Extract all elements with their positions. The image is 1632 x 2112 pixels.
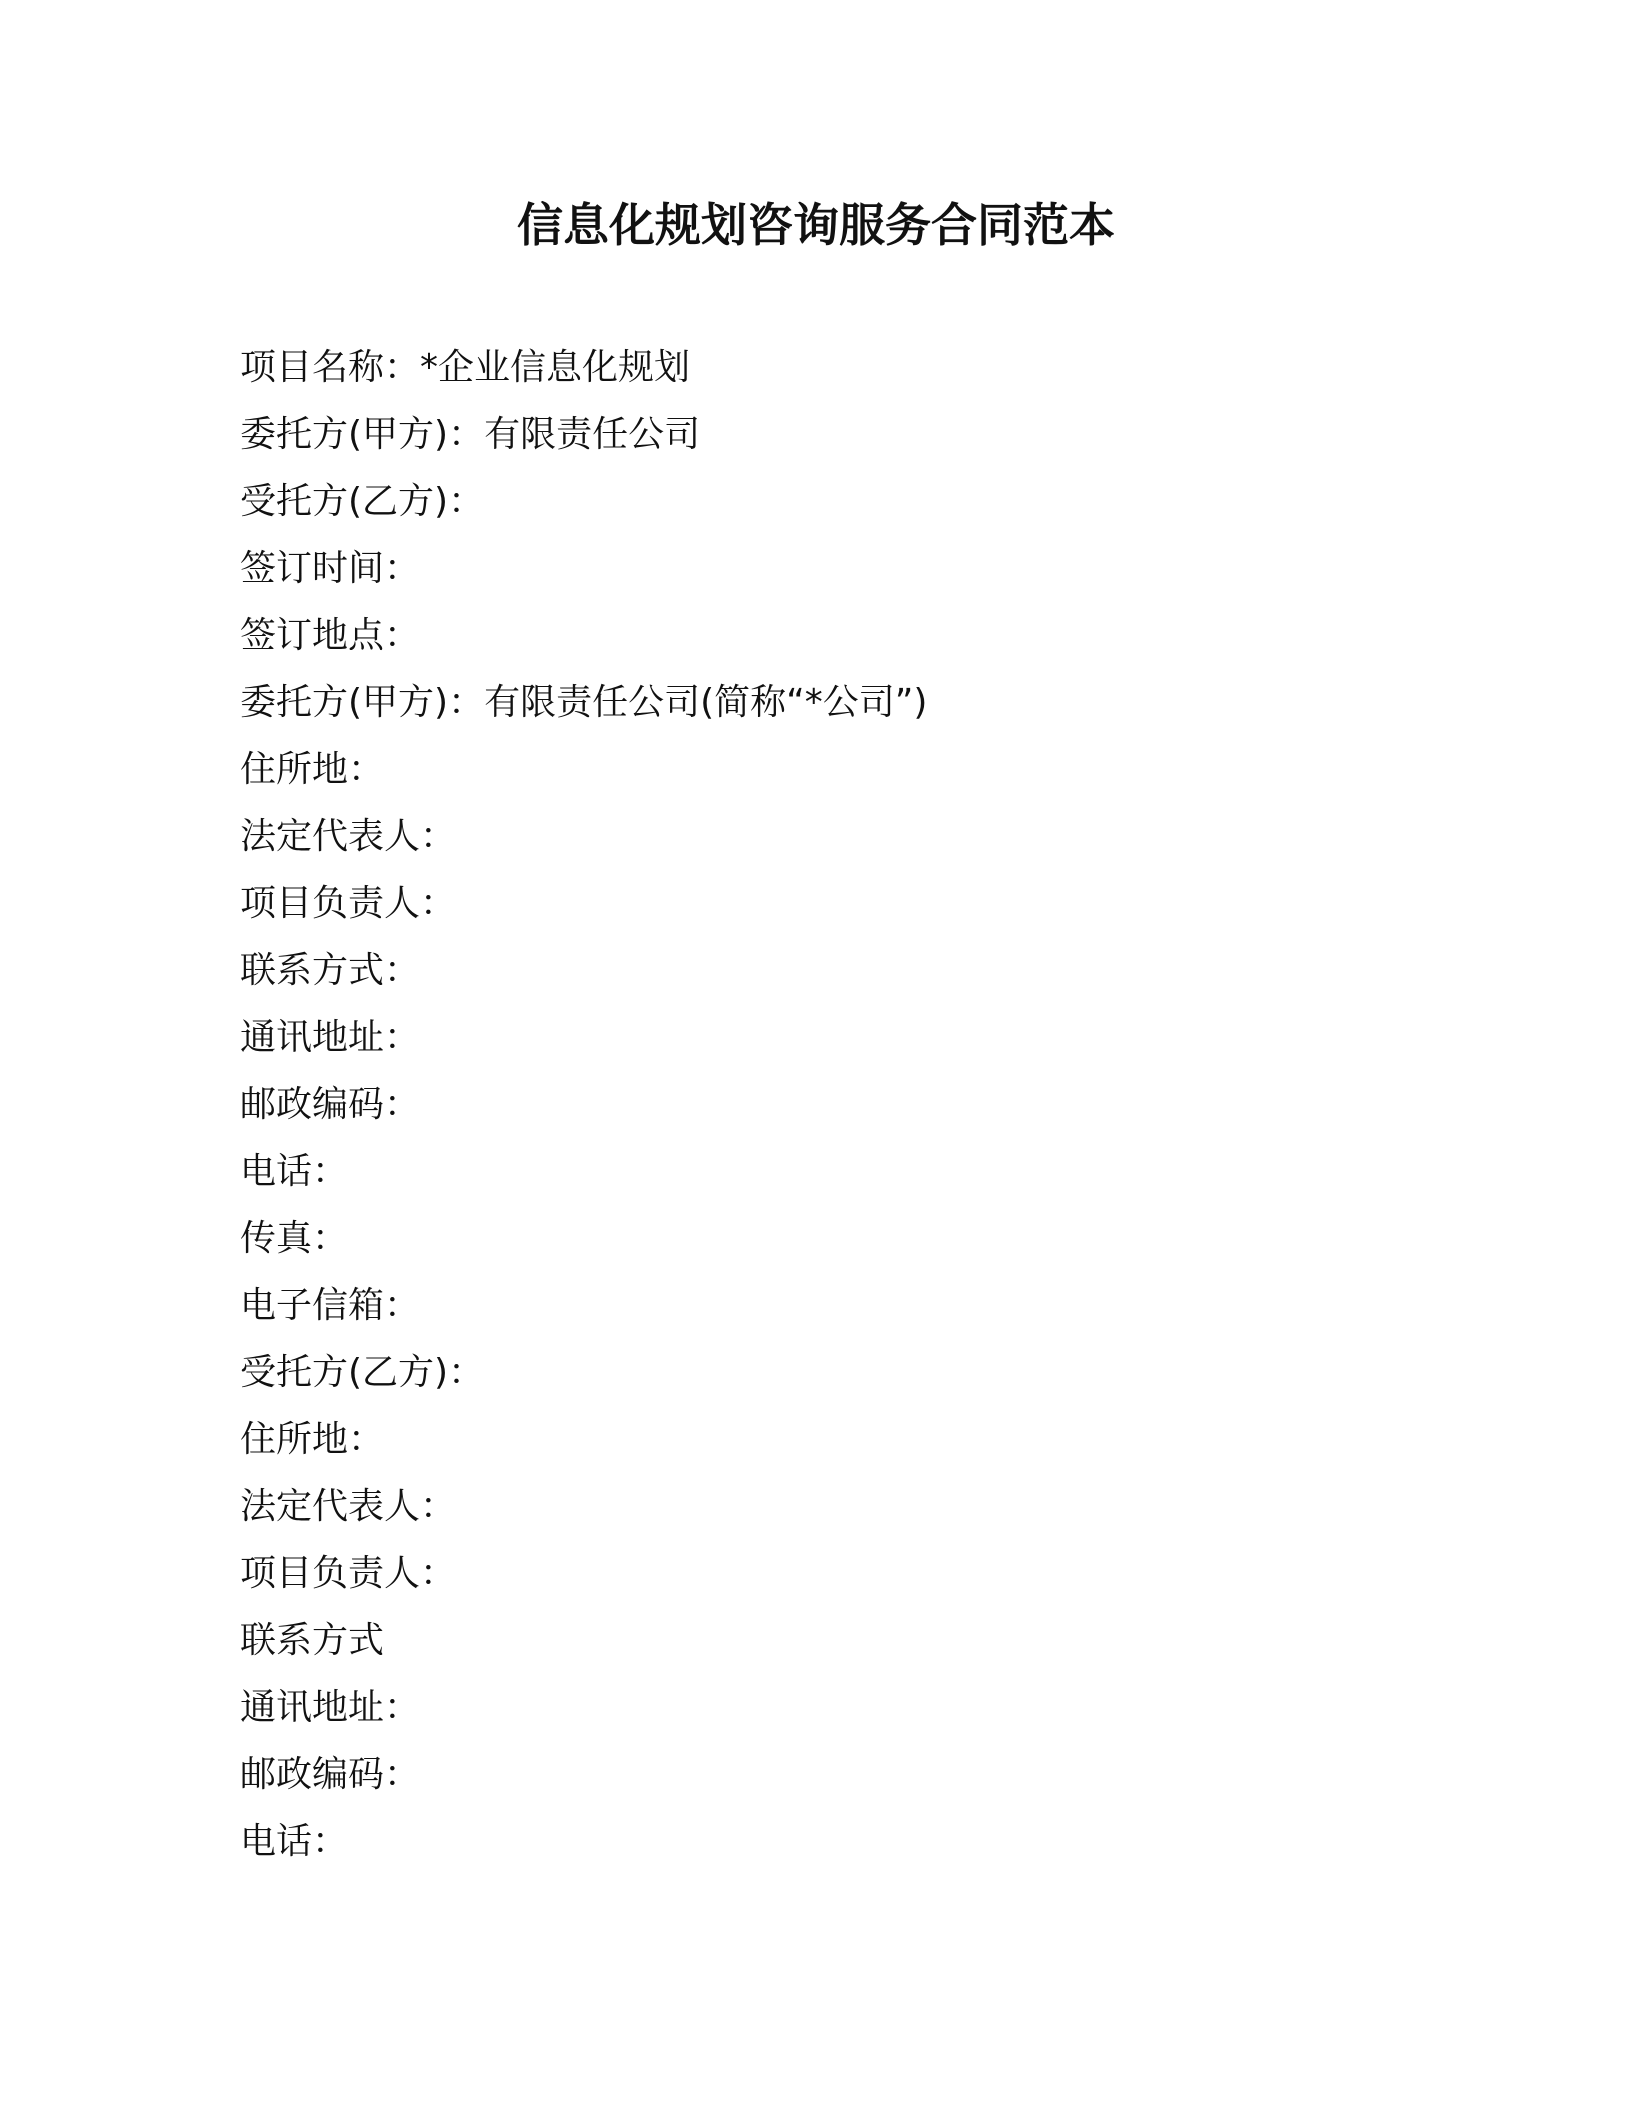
document-title: 信息化规划咨询服务合同范本 bbox=[517, 198, 1115, 252]
field-party-b-project-lead: 项目负责人： bbox=[240, 1553, 457, 1594]
field-party-a-full: 委托方(甲方)：有限责任公司(简称“*公司”) bbox=[240, 682, 928, 723]
field-party-a-fax: 传真： bbox=[240, 1218, 349, 1259]
field-party-b-postal-code: 邮政编码： bbox=[240, 1754, 421, 1795]
field-party-a-legal-rep: 法定代表人： bbox=[240, 816, 457, 857]
field-party-b-full: 受托方(乙方)： bbox=[240, 1352, 485, 1393]
field-party-a-address: 住所地： bbox=[240, 749, 385, 790]
field-party-b-mailing-address: 通讯地址： bbox=[240, 1687, 421, 1728]
field-party-b-legal-rep: 法定代表人： bbox=[240, 1486, 457, 1527]
field-signing-date: 签订时间： bbox=[240, 548, 421, 589]
field-party-a-mailing-address: 通讯地址： bbox=[240, 1017, 421, 1058]
field-client-party-a: 委托方(甲方)：有限责任公司 bbox=[240, 414, 701, 455]
field-party-b-phone: 电话： bbox=[240, 1821, 349, 1862]
field-party-a-postal-code: 邮政编码： bbox=[240, 1084, 421, 1125]
field-signing-place: 签订地点： bbox=[240, 615, 421, 656]
field-party-a-project-lead: 项目负责人： bbox=[240, 883, 457, 924]
field-contractor-party-b: 受托方(乙方)： bbox=[240, 481, 485, 522]
field-party-a-email: 电子信箱： bbox=[240, 1285, 421, 1326]
field-party-b-contact: 联系方式 bbox=[240, 1620, 385, 1661]
field-project-name: 项目名称：*企业信息化规划 bbox=[240, 347, 691, 388]
field-party-a-phone: 电话： bbox=[240, 1151, 349, 1192]
field-party-b-address: 住所地： bbox=[240, 1419, 385, 1460]
field-party-a-contact: 联系方式： bbox=[240, 950, 421, 991]
contract-fields bbox=[240, 334, 1440, 1875]
